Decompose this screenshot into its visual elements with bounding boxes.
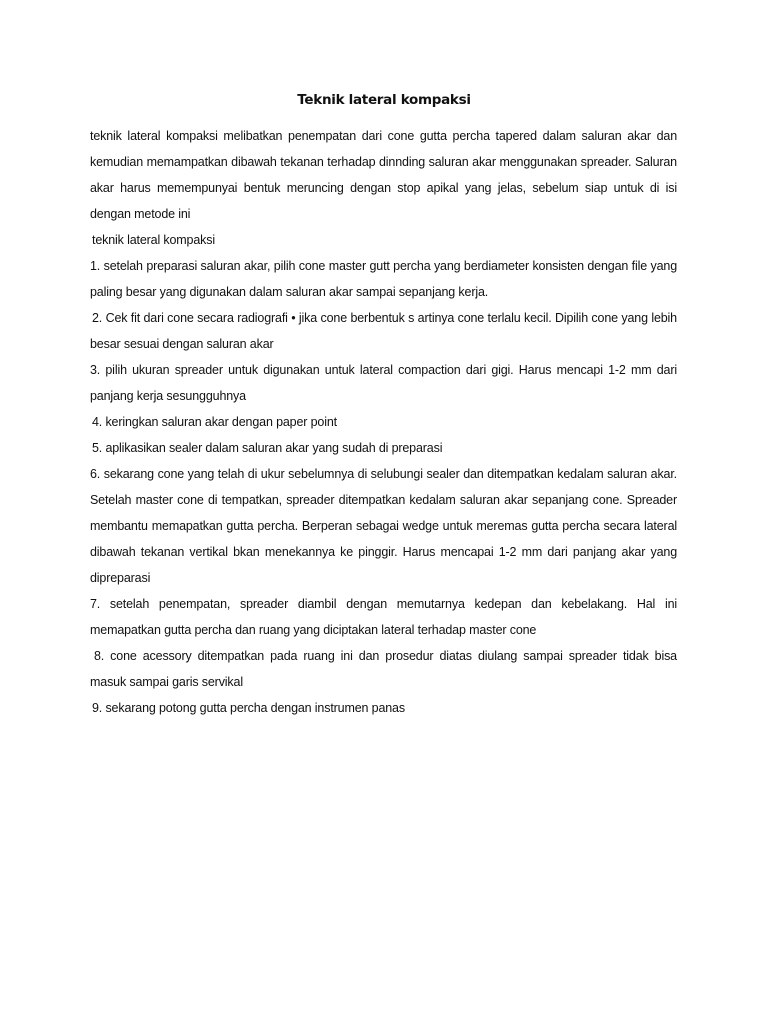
- intro-paragraph: teknik lateral kompaksi melibatkan penempatan dari cone gutta percha tapered dalam saluran akar dan kemudian memampatkan dibawah tekanan terhadap dinnding saluran akar menggunakan spreader. Saluran akar harus memempunyai bentuk meruncing dengan stop apikal yang jelas, sebelum siap untuk di isi dengan metode ini: [90, 129, 677, 221]
- step-6: 6. sekarang cone yang telah di ukur sebelumnya di selubungi sealer dan ditempatkan kedalam saluran akar. Setelah master cone di tempatkan, spreader ditempatkan kedalam saluran akar sepanjang cone. Spreader membantu memapatkan gutta percha. Berperan sebagai wedge untuk meremas gutta percha secara lateral dibawah tekanan vertikal bkan menekannya ke pinggir. Harus mencapai 1-2 mm dari panjang akar yang dipreparasi: [90, 467, 677, 585]
- section-heading: teknik lateral kompaksi: [92, 233, 215, 247]
- step-7: 7. setelah penempatan, spreader diambil dengan memutarnya kedepan dan kebelakang. Hal ini memapatkan gutta percha dan ruang yang diciptakan lateral terhadap master cone: [90, 597, 677, 637]
- step-5: 5. aplikasikan sealer dalam saluran akar yang sudah di preparasi: [92, 441, 443, 455]
- document-title: Teknik lateral kompaksi: [297, 92, 471, 108]
- step-9: 9. sekarang potong gutta percha dengan instrumen panas: [92, 701, 405, 715]
- step-3: 3. pilih ukuran spreader untuk digunakan untuk lateral compaction dari gigi. Harus mencapi 1-2 mm dari panjang kerja sesungguhnya: [90, 363, 677, 403]
- step-1: 1. setelah preparasi saluran akar, pilih cone master gutt percha yang berdiameter konsisten dengan file yang paling besar yang digunakan dalam saluran akar sampai sepanjang kerja.: [90, 259, 677, 299]
- step-8: 8. cone acessory ditempatkan pada ruang ini dan prosedur diatas diulang sampai spreader tidak bisa masuk sampai garis servikal: [90, 649, 677, 689]
- step-4: 4. keringkan saluran akar dengan paper point: [92, 415, 337, 429]
- step-2: 2. Cek fit dari cone secara radiografi • jika cone berbentuk s artinya cone terlalu kecil. Dipilih cone yang lebih besar sesuai dengan saluran akar: [90, 311, 677, 351]
- document-body: [90, 123, 677, 721]
